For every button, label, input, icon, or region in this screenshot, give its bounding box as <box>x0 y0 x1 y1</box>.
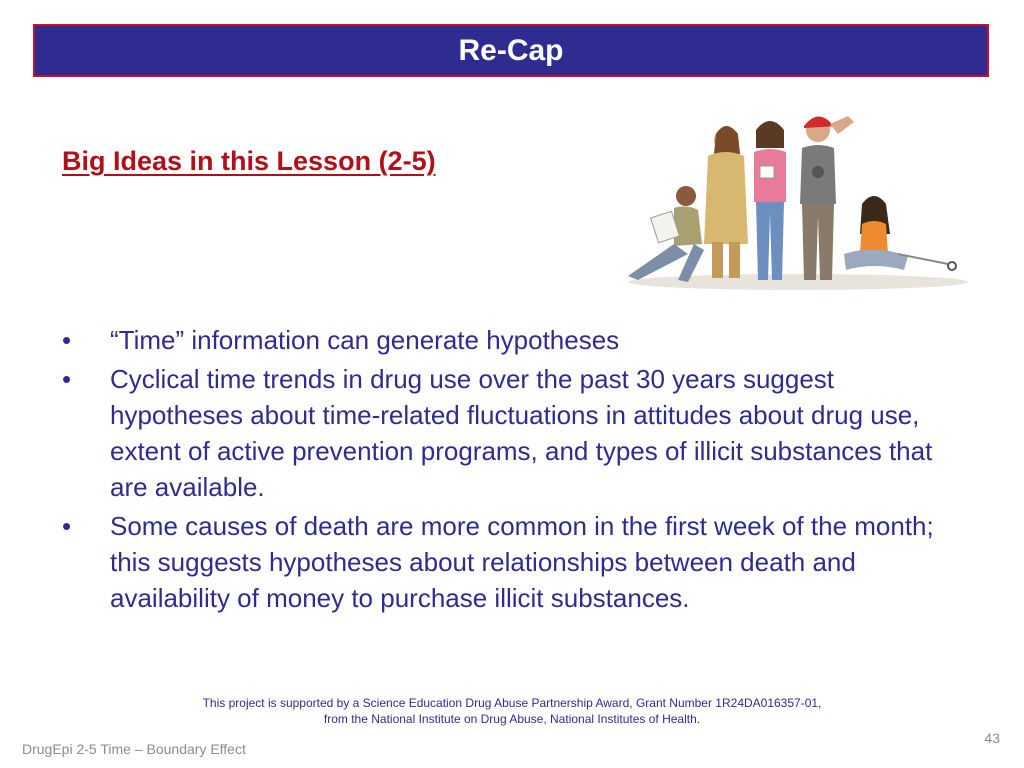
title-bar <box>33 24 989 77</box>
funding-note <box>0 695 1024 727</box>
bullet-marker: • <box>62 511 72 541</box>
bullet-marker: • <box>62 325 72 355</box>
footer-label: DrugEpi 2-5 Time – Boundary Effect <box>22 741 246 757</box>
students-illustration <box>608 104 968 294</box>
woman-tan-coat-figure <box>704 126 748 278</box>
bullet-text: “Time” information can generate hypotheses <box>110 325 620 355</box>
girl-pink-top-figure <box>754 121 786 280</box>
page-number: 43 <box>984 730 1000 746</box>
bullet-item <box>62 322 962 358</box>
bullet-marker: • <box>62 364 72 394</box>
bullet-item <box>62 361 962 505</box>
lesson-subheading: Big Ideas in this Lesson (2-5) <box>62 146 436 176</box>
big-ideas-list <box>62 322 962 619</box>
funding-line-1: This project is supported by a Science Education Drug Abuse Partnership Award, Grant Number 1R24DA016357-01, <box>202 696 822 710</box>
funding-line-2: from the National Institute on Drug Abuse, National Institutes of Health. <box>323 712 701 726</box>
sitting-boy-figure <box>628 186 704 282</box>
bullet-item <box>62 508 962 616</box>
sitting-girl-orange-figure <box>844 196 956 270</box>
bullet-text: Cyclical time trends in drug use over the past 30 years suggest hypotheses about time-related fluctuations in attitudes about drug use, extent of active prevention programs, and types of illicit substances that are available. <box>110 364 933 502</box>
bullet-text: Some causes of death are more common in the first week of the month; this suggests hypotheses about relationships between death and availability of money to purchase illicit substances. <box>110 511 934 613</box>
slide-title: Re-Cap <box>458 33 564 67</box>
